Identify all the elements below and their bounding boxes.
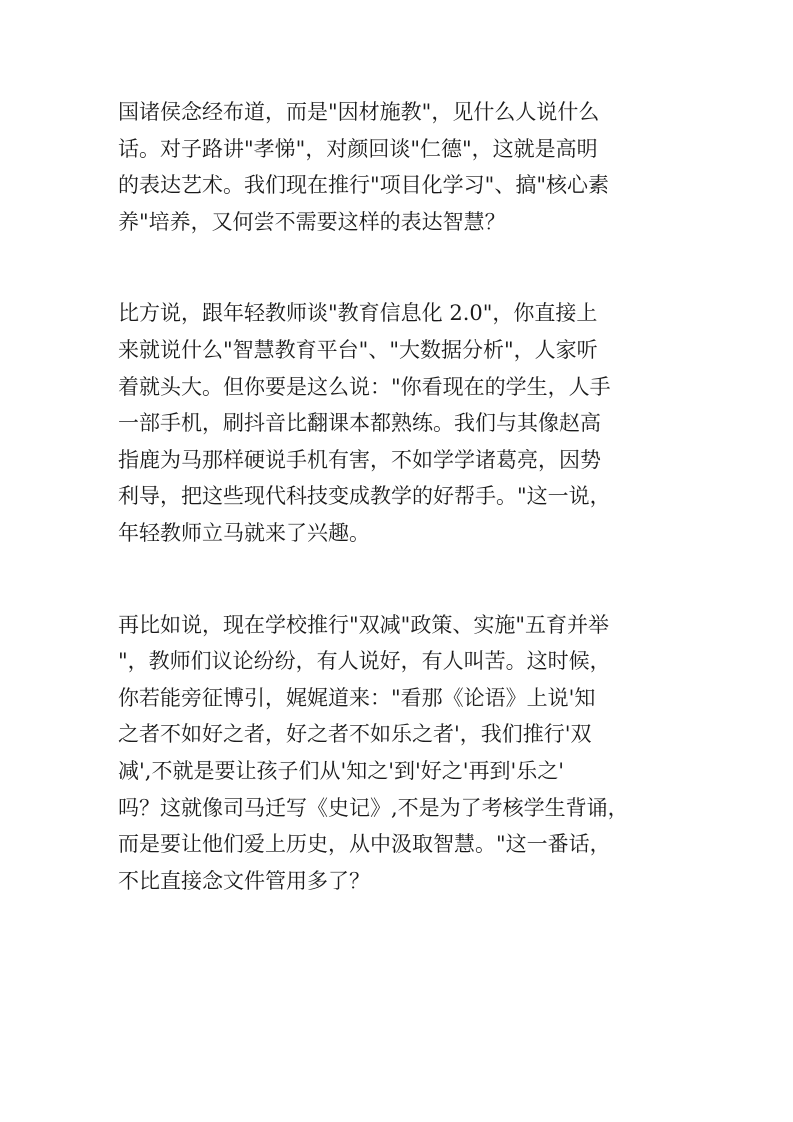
text-line: 吗？这就像司马迁写《史记》,不是为了考核学生背诵， bbox=[118, 795, 629, 820]
paragraph-1 bbox=[118, 94, 678, 240]
text-line: 的表达艺术。我们现在推行"项目化学习"、搞"核心素 bbox=[118, 173, 609, 198]
text-line: 年轻教师立马就来了兴趣。 bbox=[118, 520, 370, 545]
text-line: 之者不如好之者，好之者不如乐之者'，我们推行'双 bbox=[118, 722, 592, 747]
text-line: 国诸侯念经布道，而是"因材施教"，见什么人说什么 bbox=[118, 100, 600, 124]
text-line: 你若能旁征博引，娓娓道来："看那《论语》上说'知 bbox=[118, 685, 596, 710]
text-line: 话。对子路讲"孝悌"，对颜回谈"仁德"，这就是高明 bbox=[118, 136, 598, 161]
text-line: 养"培养，又何尝不需要这样的表达智慧？ bbox=[118, 209, 506, 234]
paragraph-2 bbox=[118, 295, 678, 551]
text-line: 再比如说，现在学校推行"双减"政策、实施"五育并举 bbox=[118, 612, 609, 637]
text-line: 利导，把这些现代科技变成教学的好帮手。"这一说， bbox=[118, 484, 611, 509]
paragraph-gap bbox=[118, 240, 678, 295]
text-line: "，教师们议论纷纷，有人说好，有人叫苦。这时候， bbox=[118, 649, 611, 674]
text-line: 比方说，跟年轻教师谈"教育信息化 2.0"，你直接上 bbox=[118, 301, 598, 326]
paragraph-3 bbox=[118, 607, 678, 900]
text-line: 一部手机，刷抖音比翻课本都熟练。我们与其像赵高 bbox=[118, 411, 601, 436]
text-line: 来就说什么"智慧教育平台"、"大数据分析"，人家听 bbox=[118, 337, 598, 362]
text-line: 不比直接念文件管用多了？ bbox=[118, 868, 370, 893]
text-line: 而是要让他们爱上历史，从中汲取智慧。"这一番话， bbox=[118, 832, 611, 857]
paragraph-gap bbox=[118, 552, 678, 607]
document-body bbox=[118, 94, 678, 899]
text-line: 指鹿为马那样硬说手机有害，不如学学诸葛亮，因势 bbox=[118, 447, 601, 472]
text-line: 减',不就是要让孩子们从'知之'到'好之'再到'乐之' bbox=[118, 758, 565, 783]
text-line: 着就头大。但你要是这么说："你看现在的学生，人手 bbox=[118, 374, 611, 399]
